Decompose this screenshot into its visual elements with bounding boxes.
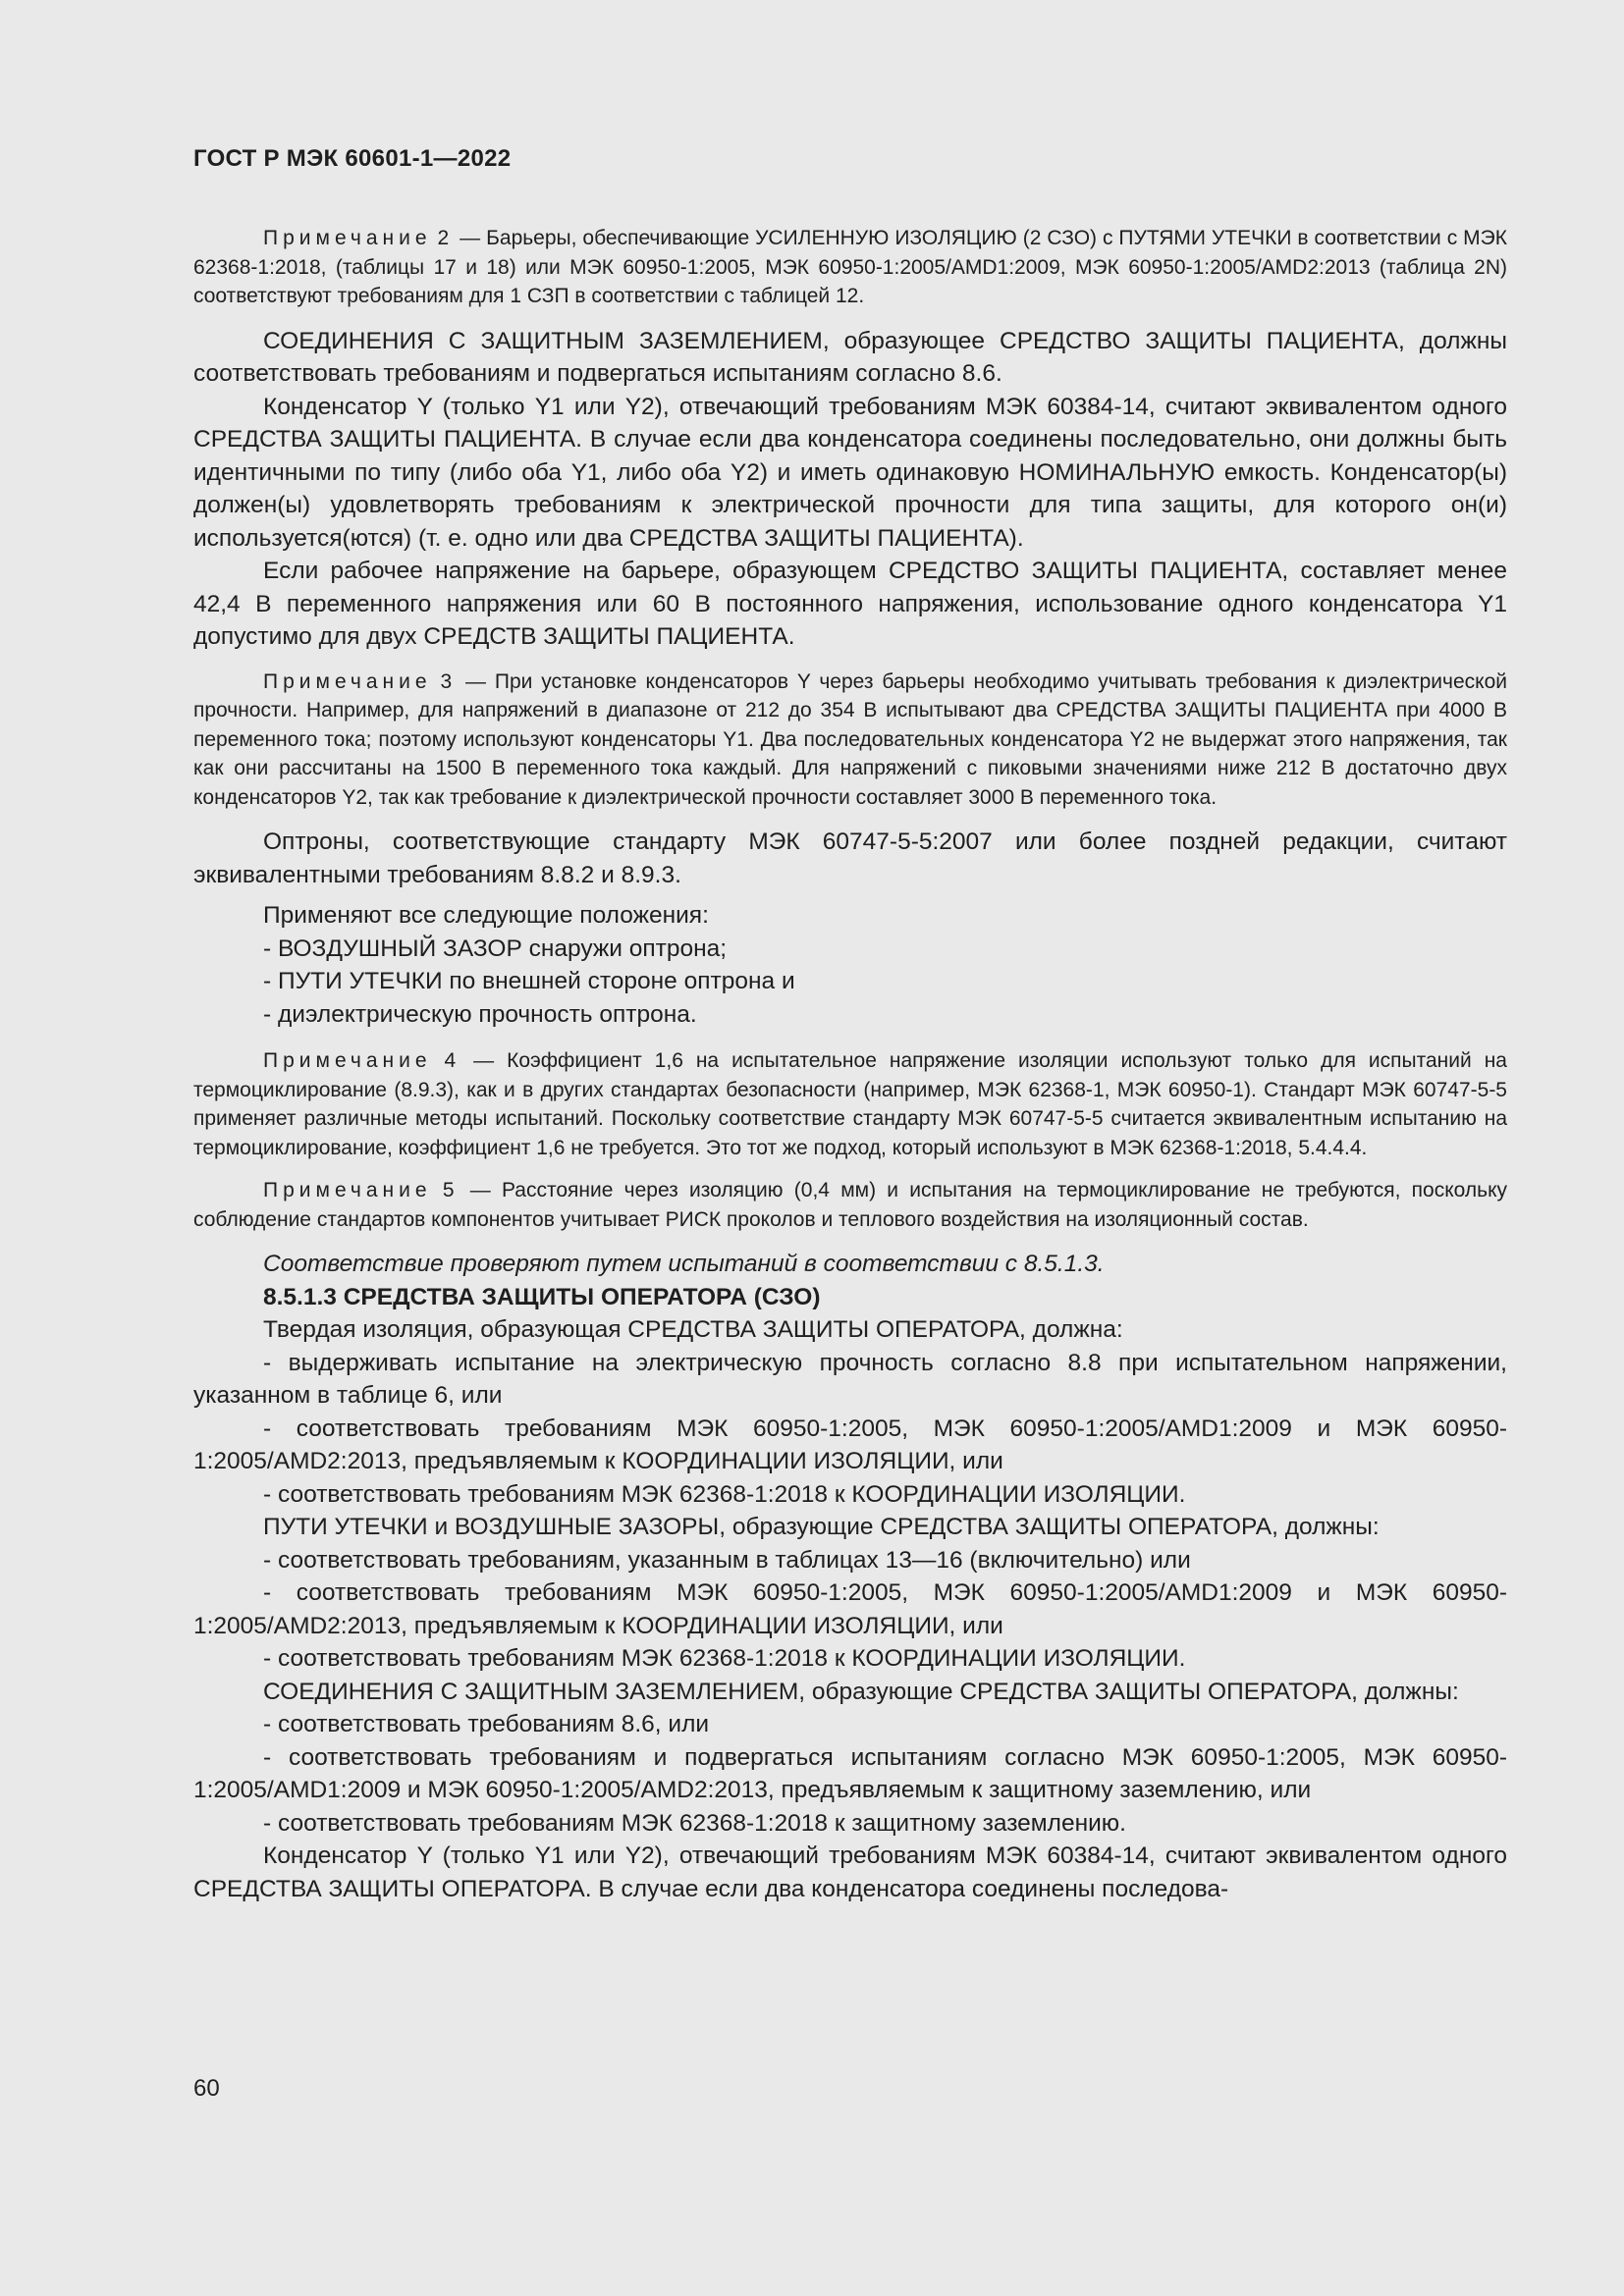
paragraph: Конденсатор Y (только Y1 или Y2), отвечающий требованиям МЭК 60384-14, считают эквивалентом одного СРЕДСТВА ЗАЩИТЫ ОПЕРАТОРА. В случае если два конденсатора соединены последова- <box>193 1842 1507 1902</box>
note-label: Примечание <box>263 1179 432 1201</box>
list-item: - ВОЗДУШНЫЙ ЗАЗОР снаружи оптрона; <box>263 934 728 962</box>
note-number: 4 <box>444 1049 461 1072</box>
note-3: Примечание 3 — При установке конденсаторов Y через барьеры необходимо учитывать требования к диэлектрической прочности. Например, для напряжений в диапазоне от 212 до 354 В испытывают два СРЕДСТВА ЗАЩИТЫ ПАЦИЕНТА при 4000 В переменного тока; поэтому используют конденсаторы Y1. Два последовательных конденсатора Y2 не выдержат этого напряжения, так как они рассчитаны на 1500 В переменного тока каждый. Для напряжений с пиковыми значениями ниже 212 В достаточно двух конденсаторов Y2, так как требование к диэлектрической прочности составляет 3000 В переменного тока. <box>193 669 1507 809</box>
list-item: - диэлектрическую прочность оптрона. <box>263 1000 697 1028</box>
note-4: Примечание 4 — Коэффициент 1,6 на испытательное напряжение изоляции используют только для испытаний на термоциклирование (8.9.3), как и в других стандартах безопасности (например, МЭК 62368-1, МЭК 60950-1). Стандарт МЭК 60747-5-5 применяет различные методы испытаний. Поскольку соответствие стандарту МЭК 60747-5-5 считается эквивалентным испытанию на термоциклирование, коэффициент 1,6 не требуется. Это тот же подход, который используют в МЭК 62368-1:2018, 5.4.4.4. <box>193 1049 1507 1159</box>
list-item: - ПУТИ УТЕЧКИ по внешней стороне оптрона и <box>263 968 795 994</box>
paragraph: Если рабочее напряжение на барьере, образующем СРЕДСТВО ЗАЩИТЫ ПАЦИЕНТА, составляет менее 42,4 В переменного напряжения или 60 В постоянного напряжения, использование одного конденсатора Y1 допустимо для двух СРЕДСТВ ЗАЩИТЫ ПАЦИЕНТА. <box>193 558 1507 650</box>
document-header: ГОСТ Р МЭК 60601-1—2022 <box>193 145 512 172</box>
list-item: - соответствовать требованиям МЭК 62368-1:2018 к защитному заземлению. <box>263 1809 1126 1837</box>
note-number: 3 <box>440 669 458 693</box>
section-heading: 8.5.1.3 СРЕДСТВА ЗАЩИТЫ ОПЕРАТОРА (СЗО) <box>263 1283 821 1310</box>
note-5: Примечание 5 — Расстояние через изоляцию (0,4 мм) и испытания на термоциклирование не требуются, поскольку соблюдение стандартов компонентов учитывает РИСК проколов и теплового воздействия на изоляционный состав. <box>193 1179 1507 1231</box>
note-label: Примечание <box>263 669 432 693</box>
list-item: - соответствовать требованиям 8.6, или <box>263 1711 710 1737</box>
note-2: Примечание 2 — Барьеры, обеспечивающие УСИЛЕННУЮ ИЗОЛЯЦИЮ (2 СЗО) с ПУТЯМИ УТЕЧКИ в соответствии с МЭК 62368-1:2018, (таблицы 17 и 18) или МЭК 60950-1:2005, МЭК 60950-1:2005/AMD1:2009, МЭК 60950-1:2005/AMD2:2013 (таблица 2N) соответствуют требованиям для 1 СЗП в соответствии с таблицей 12. <box>193 227 1507 307</box>
list-item: - соответствовать требованиям МЭК 62368-1:2018 к КООРДИНАЦИИ ИЗОЛЯЦИИ. <box>263 1480 1186 1508</box>
paragraph: Конденсатор Y (только Y1 или Y2), отвечающий требованиям МЭК 60384-14, считают эквивалентом одного СРЕДСТВА ЗАЩИТЫ ПАЦИЕНТА. В случае если два конденсатора соединены последовательно, они должны быть идентичными по типу (либо оба Y1, либо оба Y2) и иметь одинаковую НОМИНАЛЬНУЮ емкость. Конденсатор(ы) должен(ы) удовлетворять требованиям к электрической прочности для типа защиты, для которого он(и) используется(ются) (т. е. одно или два СРЕДСТВА ЗАЩИТЫ ПАЦИЕНТА). <box>193 393 1507 552</box>
note-number: 2 <box>437 227 455 249</box>
list-item: - соответствовать требованиям, указанным в таблицах 13—16 (включительно) или <box>263 1546 1191 1574</box>
compliance-statement: Соответствие проверяют путем испытаний в соответствии с 8.5.1.3. <box>263 1251 1105 1277</box>
paragraph: ПУТИ УТЕЧКИ и ВОЗДУШНЫЕ ЗАЗОРЫ, образующие СРЕДСТВА ЗАЩИТЫ ОПЕРАТОРА, должны: <box>263 1514 1380 1540</box>
page-number: 60 <box>193 2075 220 2102</box>
paragraph: Оптроны, соответствующие стандарту МЭК 60747-5-5:2007 или более поздней редакции, считают эквивалентными требованиям 8.8.2 и 8.9.3. <box>193 828 1507 888</box>
list-item: - соответствовать требованиям МЭК 60950-1:2005, МЭК 60950-1:2005/AMD1:2009 и МЭК 60950-1:2005/AMD2:2013, предъявляемым к КООРДИНАЦИИ ИЗОЛЯЦИИ, или <box>193 1579 1507 1639</box>
note-label: Примечание <box>263 227 432 249</box>
paragraph: Применяют все следующие положения: <box>263 902 709 929</box>
note-label: Примечание <box>263 1049 432 1072</box>
list-item: - выдерживать испытание на электрическую прочность согласно 8.8 при испытательном напряжении, указанном в таблице 6, или <box>193 1349 1507 1409</box>
paragraph: СОЕДИНЕНИЯ С ЗАЩИТНЫМ ЗАЗЕМЛЕНИЕМ, образующие СРЕДСТВА ЗАЩИТЫ ОПЕРАТОРА, должны: <box>263 1678 1459 1705</box>
note-number: 5 <box>442 1179 460 1201</box>
paragraph: СОЕДИНЕНИЯ С ЗАЩИТНЫМ ЗАЗЕМЛЕНИЕМ, образующее СРЕДСТВО ЗАЩИТЫ ПАЦИЕНТА, должны соответствовать требованиям и подвергаться испытаниям согласно 8.6. <box>193 327 1507 387</box>
list-item: - соответствовать требованиям МЭК 62368-1:2018 к КООРДИНАЦИИ ИЗОЛЯЦИИ. <box>263 1645 1186 1672</box>
paragraph: Твердая изоляция, образующая СРЕДСТВА ЗАЩИТЫ ОПЕРАТОРА, должна: <box>263 1316 1123 1343</box>
list-item: - соответствовать требованиям МЭК 60950-1:2005, МЭК 60950-1:2005/AMD1:2009 и МЭК 60950-1:2005/AMD2:2013, предъявляемым к КООРДИНАЦИИ ИЗОЛЯЦИИ, или <box>193 1415 1507 1474</box>
page-body <box>193 224 1507 1905</box>
list-item: - соответствовать требованиям и подвергаться испытаниям согласно МЭК 60950-1:2005, МЭК 60950-1:2005/AMD1:2009 и МЭК 60950-1:2005/AMD2:2013, предъявляемым к защитному заземлению, или <box>193 1743 1507 1803</box>
